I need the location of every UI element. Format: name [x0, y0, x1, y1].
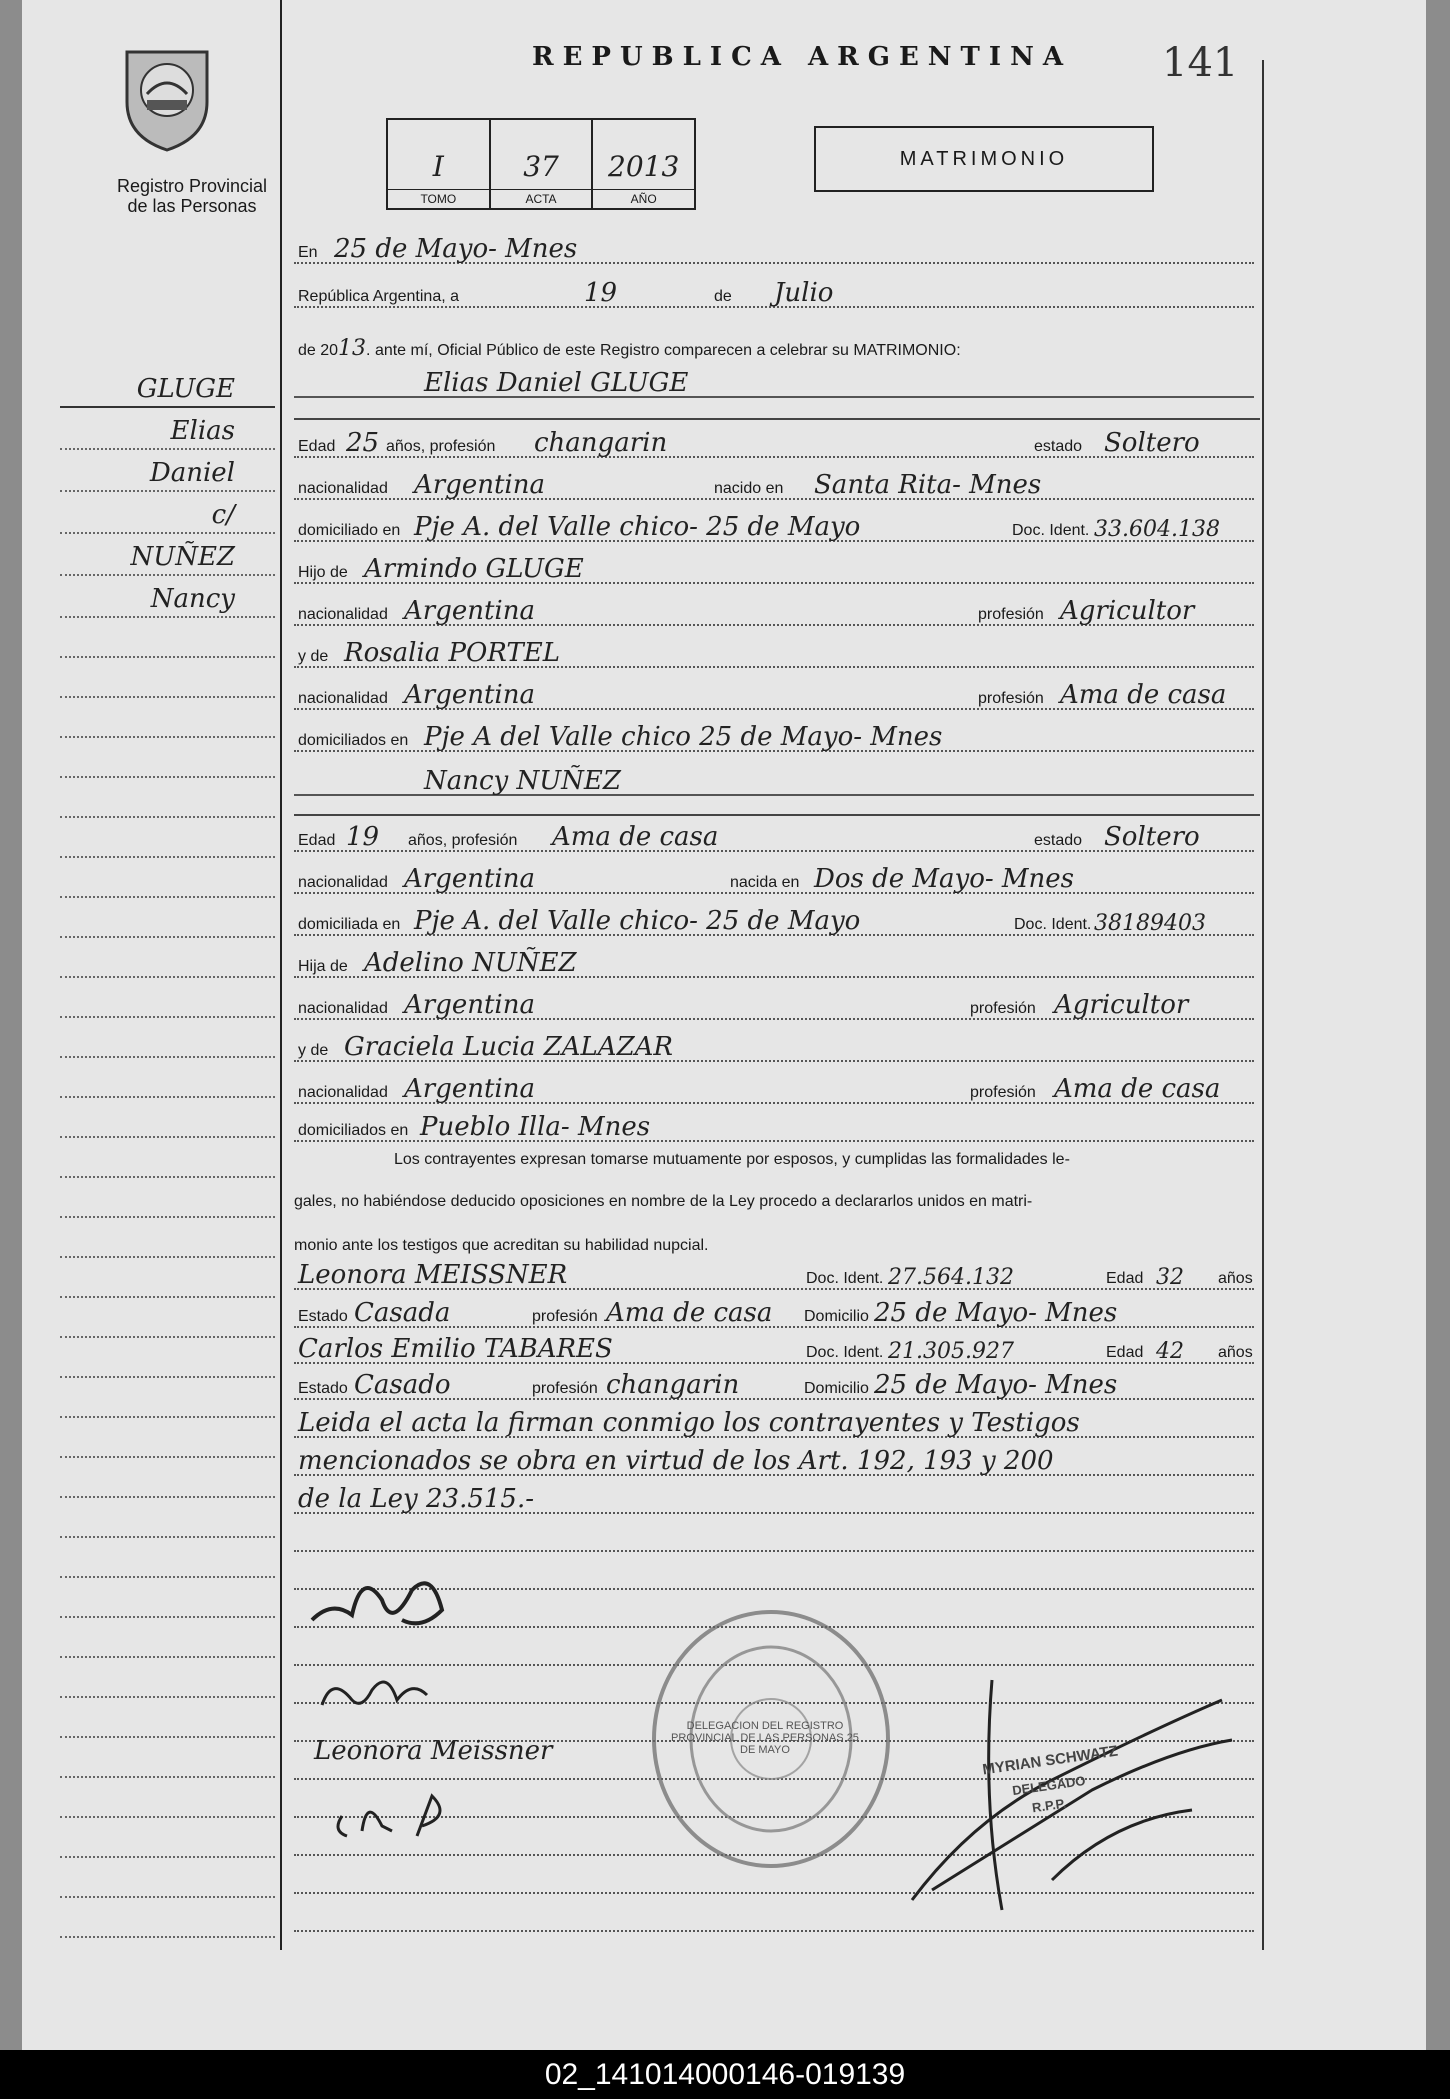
- witness2-details-row: [294, 1370, 1254, 1406]
- closing-line3: [294, 1484, 1254, 1520]
- tomo-value: I: [432, 150, 444, 183]
- groom-mother-nationality: Argentina: [404, 680, 535, 710]
- domiciliados-label: domiciliados en: [298, 732, 409, 749]
- bride-nationality: Argentina: [404, 864, 535, 894]
- bride-doc: 38189403: [1094, 911, 1206, 936]
- bride-name: Nancy NUÑEZ: [424, 766, 621, 796]
- nacionalidad-label: nacionalidad: [298, 480, 388, 497]
- groom-mother: Rosalia PORTEL: [344, 638, 560, 668]
- margin-line: [60, 1180, 275, 1218]
- witness1-row: [294, 1260, 1254, 1296]
- groom-father-row: [294, 554, 1254, 590]
- section-divider: [294, 814, 1260, 816]
- month-value: Julio: [774, 278, 834, 308]
- margin-groom-second: Daniel: [149, 458, 235, 488]
- witness1-signature: Leonora Meissner: [314, 1736, 553, 1766]
- nacionalidad-label: nacionalidad: [298, 606, 388, 623]
- document-page: [22, 0, 1426, 2050]
- margin-line: [60, 538, 275, 576]
- witness2-signature-icon: [322, 1786, 472, 1846]
- margin-line: [60, 1580, 275, 1618]
- doc-label: Doc. Ident.: [806, 1344, 884, 1361]
- margin-line: [60, 860, 275, 898]
- registry-name: [77, 176, 307, 216]
- intro-date-row: [294, 278, 1254, 314]
- margin-rule: [280, 0, 282, 1950]
- nacionalidad-label: nacionalidad: [298, 690, 388, 707]
- tomo-label: TOMO: [388, 189, 489, 208]
- groom-parents-address-row: [294, 722, 1254, 758]
- edad-label: Edad: [298, 438, 336, 455]
- anos-profesion-label: años, profesión: [408, 832, 518, 849]
- year-prefix: de 20: [298, 342, 339, 359]
- margin-con: c/: [211, 500, 235, 530]
- margin-line: [60, 1740, 275, 1778]
- record-box: [386, 118, 696, 210]
- margin-bride-first: Nancy: [150, 584, 235, 614]
- margin-surname-groom: GLUGE: [136, 374, 235, 404]
- registry-line2: de las Personas: [127, 196, 257, 216]
- y-de-label: y de: [298, 648, 329, 665]
- witness1-details-row: [294, 1298, 1254, 1334]
- groom-address: Pje A. del Valle chico- 25 de Mayo: [414, 512, 861, 542]
- place-value: 25 de Mayo- Mnes: [334, 234, 578, 264]
- bride-age-row: [294, 822, 1254, 858]
- day-value: 19: [584, 278, 618, 308]
- margin-line: [60, 1860, 275, 1898]
- bride-father-details-row: [294, 990, 1254, 1026]
- groom-address-row: [294, 512, 1254, 548]
- margin-line: [60, 1300, 275, 1338]
- bride-father: Adelino NUÑEZ: [364, 948, 577, 978]
- margin-line: [60, 1140, 275, 1178]
- domicilio-label: Domicilio: [804, 1380, 869, 1397]
- hija-label: Hija de: [298, 958, 348, 975]
- bride-name-row: [294, 766, 1254, 802]
- domiciliado-label: domiciliado en: [298, 522, 401, 539]
- official-name: MYRIAN SCHWATZ: [981, 1742, 1119, 1779]
- bride-father-nationality: Argentina: [404, 990, 535, 1020]
- estado-label: estado: [1034, 832, 1083, 849]
- bride-signature-icon: [312, 1655, 452, 1725]
- nacido-label: nacido en: [714, 480, 784, 497]
- bride-age: 19: [346, 822, 380, 852]
- margin-line: [60, 780, 275, 818]
- doc-label: Doc. Ident.: [1014, 916, 1092, 933]
- nacionalidad-label: nacionalidad: [298, 874, 388, 891]
- anos-label: años: [1218, 1270, 1253, 1287]
- year-suffix: 13: [338, 336, 367, 361]
- closing-text-2: mencionados se obra en virtud de los Art. 192, 193 y 200: [298, 1446, 1054, 1476]
- margin-line: [60, 820, 275, 858]
- witness2-status: Casado: [354, 1370, 451, 1400]
- groom-profession: changarin: [534, 428, 668, 458]
- bride-status: Soltero: [1104, 822, 1200, 852]
- witness1-age: 32: [1156, 1265, 1184, 1290]
- bride-parents-address: Pueblo Illa- Mnes: [420, 1112, 651, 1142]
- section-divider: [294, 418, 1260, 420]
- registry-line1: Registro Provincial: [116, 176, 268, 196]
- domiciliada-label: domiciliada en: [298, 916, 401, 933]
- closing-text-3: de la Ley 23.515.-: [298, 1484, 535, 1514]
- edad-label: Edad: [298, 832, 336, 849]
- hijo-label: Hijo de: [298, 564, 348, 581]
- de-label: de: [714, 288, 732, 305]
- groom-parents-address: Pje A del Valle chico 25 de Mayo- Mnes: [424, 722, 943, 752]
- domicilio-label: Domicilio: [804, 1308, 869, 1325]
- witness2-address: 25 de Mayo- Mnes: [874, 1370, 1118, 1400]
- nacionalidad-label: nacionalidad: [298, 1084, 388, 1101]
- groom-name-row: [294, 368, 1254, 404]
- declaration-line1: Los contrayentes expresan tomarse mutuamente por esposos, y cumplidas las formalidades le-: [394, 1151, 1070, 1168]
- margin-line: [60, 1500, 275, 1538]
- anos-profesion-label: años, profesión: [386, 438, 496, 455]
- bride-address: Pje A. del Valle chico- 25 de Mayo: [414, 906, 861, 936]
- official-org: R.P.P.: [1031, 1795, 1068, 1816]
- closing-line1: [294, 1408, 1254, 1444]
- groom-signature-icon: [302, 1560, 472, 1650]
- domiciliados-label: domiciliados en: [298, 1122, 409, 1139]
- estado-label: Estado: [298, 1380, 348, 1397]
- margin-line: [60, 740, 275, 778]
- margin-line: [60, 496, 275, 534]
- groom-mother-details-row: [294, 680, 1254, 716]
- groom-mother-profession: Ama de casa: [1060, 680, 1227, 710]
- margin-line: [60, 1620, 275, 1658]
- anos-label: años: [1218, 1344, 1253, 1361]
- margin-line: [60, 1540, 275, 1578]
- margin-line: [60, 1900, 275, 1938]
- province-seal-icon: [117, 42, 217, 152]
- margin-line: [60, 1100, 275, 1138]
- anio-label: AÑO: [593, 189, 694, 208]
- margin-line: [60, 1660, 275, 1698]
- doc-label: Doc. Ident.: [1012, 522, 1090, 539]
- margin-line: [60, 1780, 275, 1818]
- edad-label: Edad: [1106, 1270, 1144, 1287]
- blank-line: [294, 1522, 1254, 1558]
- bride-nationality-row: [294, 864, 1254, 900]
- bride-father-row: [294, 948, 1254, 984]
- scan-footer-code: 02_141014000146-019139: [0, 2050, 1450, 2099]
- bride-mother-profession: Ama de casa: [1054, 1074, 1221, 1104]
- groom-status: Soltero: [1104, 428, 1200, 458]
- groom-mother-row: [294, 638, 1254, 674]
- official-title: DELEGADO: [1011, 1772, 1087, 1799]
- margin-groom-first: Elias: [170, 416, 235, 446]
- witness1-name: Leonora MEISSNER: [298, 1260, 568, 1290]
- margin-line: [60, 412, 275, 450]
- witness1-address: 25 de Mayo- Mnes: [874, 1298, 1118, 1328]
- margin-line: [60, 454, 275, 492]
- statement-text: . ante mí, Oficial Público de este Registro comparecen a celebrar su MATRIMONIO:: [366, 342, 961, 359]
- page-number: 141: [1162, 40, 1239, 86]
- groom-nationality: Argentina: [414, 470, 545, 500]
- republica-label: República Argentina, a: [298, 288, 459, 305]
- right-rule: [1262, 60, 1264, 1950]
- profesion-label: profesión: [970, 1000, 1036, 1017]
- margin-line: [60, 980, 275, 1018]
- bride-mother-nationality: Argentina: [404, 1074, 535, 1104]
- acta-value: 37: [523, 150, 559, 183]
- nacida-label: nacida en: [730, 874, 800, 891]
- declaration-line2: gales, no habiéndose deducido oposiciones en nombre de la Ley procedo a declararlos unidos en matri-: [294, 1193, 1033, 1210]
- margin-line: [60, 1380, 275, 1418]
- margin-line: [60, 1460, 275, 1498]
- witness2-doc: 21.305.927: [888, 1339, 1014, 1364]
- profesion-label: profesión: [978, 690, 1044, 707]
- profesion-label: profesión: [978, 606, 1044, 623]
- margin-line: [60, 1820, 275, 1858]
- witness2-name: Carlos Emilio TABARES: [298, 1334, 613, 1364]
- margin-line: [60, 580, 275, 618]
- declaration-line3: monio ante los testigos que acreditan su habilidad nupcial.: [294, 1237, 709, 1254]
- witness1-doc: 27.564.132: [888, 1265, 1014, 1290]
- margin-line: [60, 1220, 275, 1258]
- profesion-label: profesión: [532, 1380, 598, 1397]
- margin-line: [60, 1260, 275, 1298]
- groom-birthplace: Santa Rita- Mnes: [814, 470, 1042, 500]
- bride-mother-row: [294, 1032, 1254, 1068]
- margin-line: [60, 700, 275, 738]
- groom-father: Armindo GLUGE: [364, 554, 584, 584]
- groom-age-row: [294, 428, 1254, 464]
- margin-line: [60, 1060, 275, 1098]
- y-de-label: y de: [298, 1042, 329, 1059]
- margin-line: [60, 620, 275, 658]
- bride-parents-address-row: [294, 1112, 1254, 1148]
- groom-doc: 33.604.138: [1094, 517, 1220, 542]
- anio-value: 2013: [608, 150, 680, 183]
- closing-line2: [294, 1446, 1254, 1482]
- witness1-status: Casada: [354, 1298, 451, 1328]
- closing-text-1: Leida el acta la firman conmigo los contrayentes y Testigos: [298, 1408, 1080, 1438]
- profesion-label: profesión: [970, 1084, 1036, 1101]
- intro-statement: [298, 336, 961, 361]
- bride-birthplace: Dos de Mayo- Mnes: [814, 864, 1075, 894]
- bride-profession: Ama de casa: [552, 822, 719, 852]
- margin-line: [60, 660, 275, 698]
- estado-label: Estado: [298, 1308, 348, 1325]
- witness2-profession: changarin: [606, 1370, 740, 1400]
- document-title: REPUBLICA ARGENTINA: [532, 42, 1073, 72]
- nacionalidad-label: nacionalidad: [298, 1000, 388, 1017]
- witness2-age: 42: [1156, 1339, 1184, 1364]
- edad-label: Edad: [1106, 1344, 1144, 1361]
- margin-surname-bride: NUÑEZ: [130, 542, 235, 572]
- bride-mother-details-row: [294, 1074, 1254, 1110]
- witness1-profession: Ama de casa: [606, 1298, 773, 1328]
- margin-line: [60, 1020, 275, 1058]
- stamp-text: DELEGACION DEL REGISTRO PROVINCIAL DE LAS PERSONAS 25 DE MAYO: [671, 1720, 859, 1756]
- groom-father-profession: Agricultor: [1060, 596, 1195, 626]
- groom-father-nationality: Argentina: [404, 596, 535, 626]
- doc-label: Doc. Ident.: [806, 1270, 884, 1287]
- bride-mother: Graciela Lucia ZALAZAR: [344, 1032, 673, 1062]
- intro-place-row: [294, 234, 1254, 270]
- estado-label: estado: [1034, 438, 1083, 455]
- profesion-label: profesión: [532, 1308, 598, 1325]
- en-label: En: [298, 244, 318, 261]
- margin-line: [60, 1420, 275, 1458]
- bride-father-profession: Agricultor: [1054, 990, 1189, 1020]
- groom-father-details-row: [294, 596, 1254, 632]
- record-type-box: MATRIMONIO: [814, 126, 1154, 192]
- margin-line: [60, 370, 275, 408]
- groom-name: Elias Daniel GLUGE: [424, 368, 689, 398]
- bride-address-row: [294, 906, 1254, 942]
- margin-line: [60, 1700, 275, 1738]
- margin-line: [60, 900, 275, 938]
- margin-line: [60, 940, 275, 978]
- acta-label: ACTA: [491, 189, 592, 208]
- groom-nationality-row: [294, 470, 1254, 506]
- margin-line: [60, 1340, 275, 1378]
- witness2-row: [294, 1334, 1254, 1370]
- groom-age: 25: [346, 428, 380, 458]
